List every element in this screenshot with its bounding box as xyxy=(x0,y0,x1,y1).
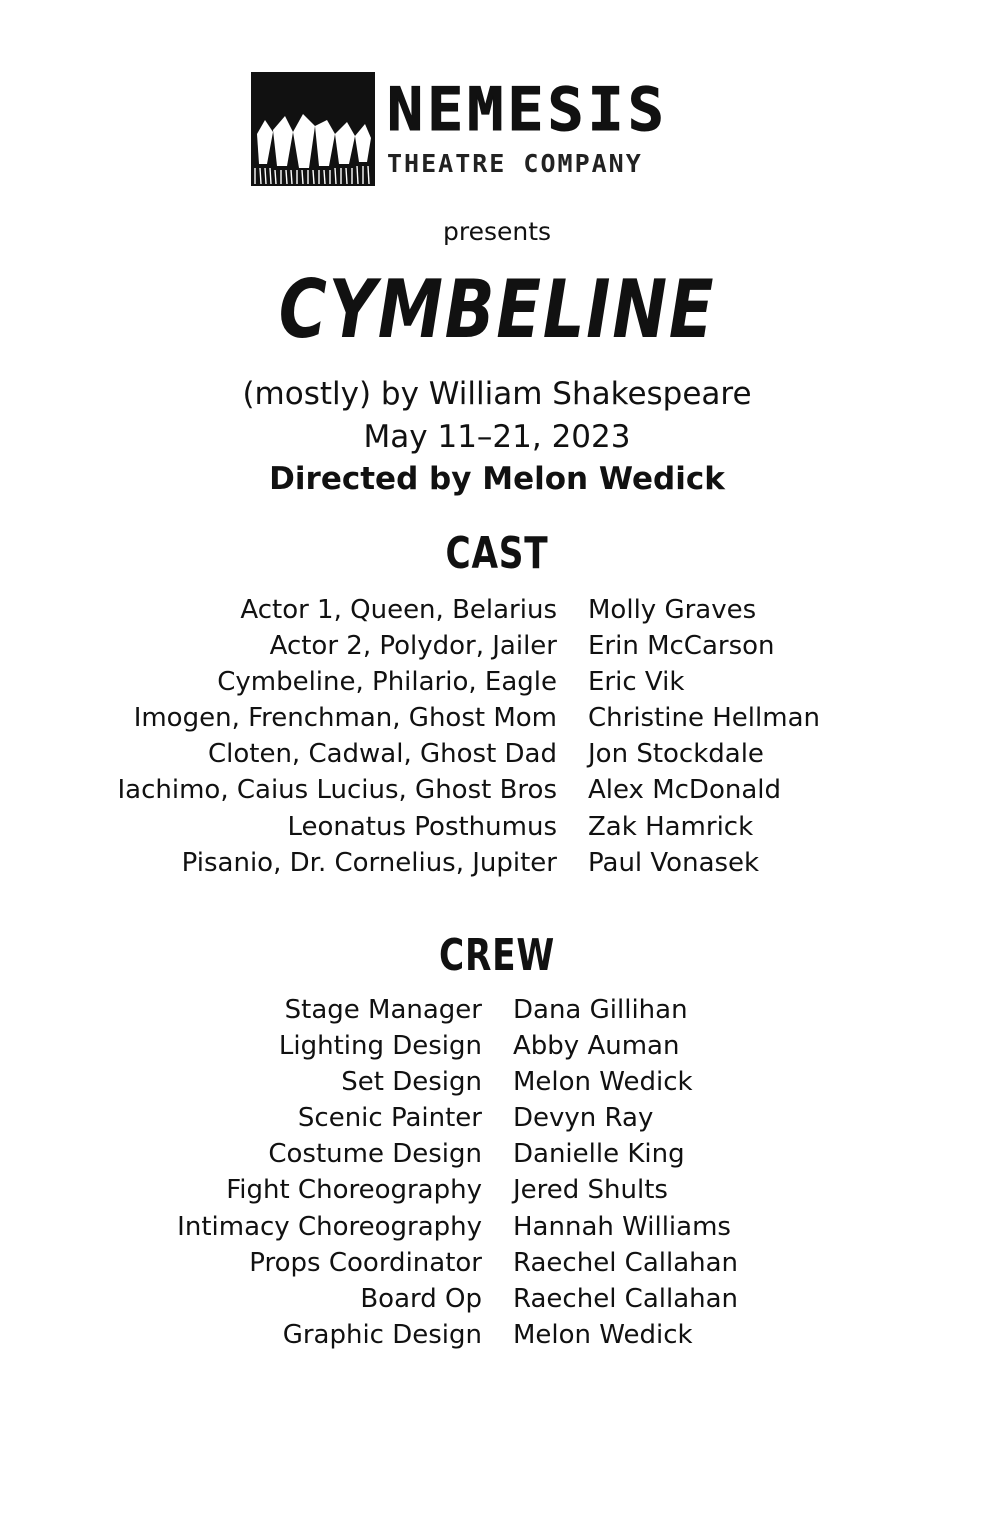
cast-role: Leonatus Posthumus xyxy=(287,811,557,842)
cast-role: Iachimo, Caius Lucius, Ghost Bros xyxy=(117,775,557,806)
cast-actor: Eric Vik xyxy=(588,667,685,698)
crew-role: Scenic Painter xyxy=(297,1103,482,1134)
cast-actor: Alex McDonald xyxy=(588,775,781,806)
cast-row xyxy=(0,809,994,845)
crew-role: Board Op xyxy=(360,1283,482,1314)
crew-heading: CREW xyxy=(438,930,556,981)
crew-member: Devyn Ray xyxy=(513,1103,654,1134)
crew-member: Raechel Callahan xyxy=(513,1247,739,1278)
cast-row xyxy=(0,700,994,736)
cast-actor: Jon Stockdale xyxy=(588,739,764,770)
cast-row xyxy=(0,628,994,664)
crew-role: Stage Manager xyxy=(284,995,482,1025)
crew-member: Hannah Williams xyxy=(513,1211,731,1242)
cast-row xyxy=(0,592,994,628)
company-logo xyxy=(251,72,731,188)
crew-role: Props Coordinator xyxy=(249,1247,482,1278)
cast-row xyxy=(0,736,994,772)
crew-member: Dana Gillihan xyxy=(513,995,688,1025)
cast-actor: Erin McCarson xyxy=(588,631,775,662)
crew-member: Raechel Callahan xyxy=(513,1283,739,1314)
crew-member: Melon Wedick xyxy=(513,1319,693,1350)
crew-role: Set Design xyxy=(341,1067,482,1098)
cast-role: Cloten, Cadwal, Ghost Dad xyxy=(207,739,557,770)
cast-row xyxy=(0,664,994,700)
crew-member: Danielle King xyxy=(513,1139,685,1170)
cast-actor: Paul Vonasek xyxy=(588,847,760,878)
crew-row xyxy=(0,1172,994,1208)
crew-row xyxy=(0,1245,994,1281)
crew-role: Graphic Design xyxy=(282,1319,482,1350)
company-name: NEMESIS xyxy=(387,75,668,145)
director-credit: Directed by Melon Wedick xyxy=(269,461,725,497)
crew-row xyxy=(0,1028,994,1064)
cast-row xyxy=(0,772,994,808)
crew-role: Lighting Design xyxy=(278,1031,482,1062)
crew-row xyxy=(0,1317,994,1353)
cast-role: Actor 2, Polydor, Jailer xyxy=(269,631,557,662)
crew-member: Melon Wedick xyxy=(513,1067,693,1098)
play-title: CYMBELINE xyxy=(278,263,716,356)
byline: (mostly) by William Shakespeare xyxy=(242,376,752,412)
cast-heading: CAST xyxy=(445,528,549,579)
crew-member: Jered Shults xyxy=(513,1175,668,1206)
crew-member: Abby Auman xyxy=(513,1031,680,1062)
crew-list xyxy=(0,992,994,1353)
cast-role: Pisanio, Dr. Cornelius, Jupiter xyxy=(181,847,557,878)
crew-row xyxy=(0,1136,994,1172)
cast-role: Actor 1, Queen, Belarius xyxy=(240,595,557,625)
cast-actor: Christine Hellman xyxy=(588,703,820,734)
crew-role: Fight Choreography xyxy=(226,1175,482,1206)
cast-actor: Molly Graves xyxy=(588,595,757,625)
crew-row xyxy=(0,1281,994,1317)
crew-row xyxy=(0,1209,994,1245)
cast-list xyxy=(0,592,994,881)
crew-row xyxy=(0,992,994,1028)
cast-actor: Zak Hamrick xyxy=(588,811,754,842)
crew-role: Costume Design xyxy=(268,1139,482,1170)
presents-text: presents xyxy=(442,217,552,246)
company-subtitle: THEATRE COMPANY xyxy=(387,149,643,178)
crew-row xyxy=(0,1064,994,1100)
crew-role: Intimacy Choreography xyxy=(177,1211,482,1242)
cast-role: Cymbeline, Philario, Eagle xyxy=(217,667,557,698)
cast-role: Imogen, Frenchman, Ghost Mom xyxy=(133,703,557,734)
cast-row xyxy=(0,845,994,881)
teeth-logo-icon xyxy=(251,72,375,186)
crew-row xyxy=(0,1100,994,1136)
performance-dates: May 11–21, 2023 xyxy=(363,419,631,455)
